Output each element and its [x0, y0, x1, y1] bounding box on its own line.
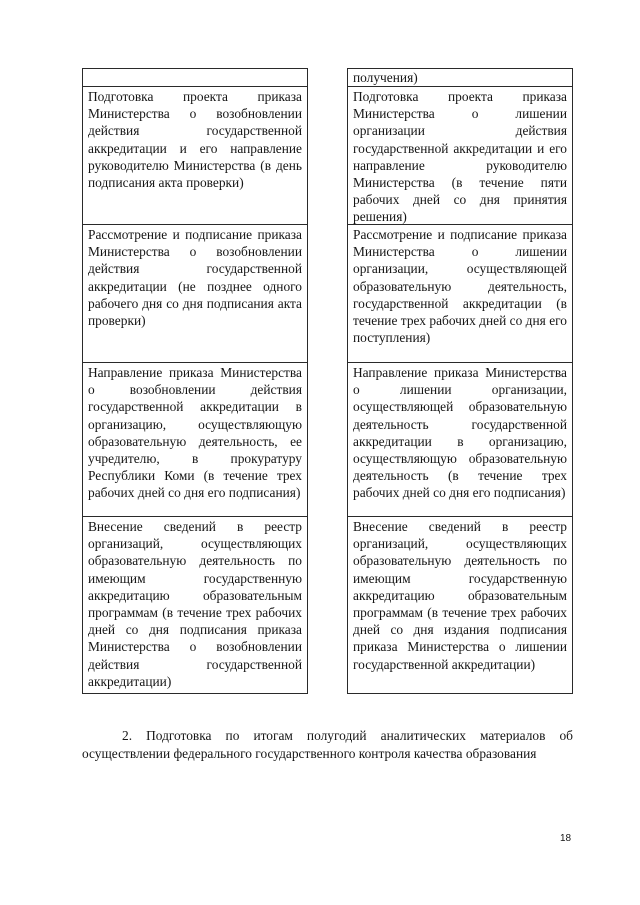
section-paragraph: 2. Подготовка по итогам полугодий аналитических материалов об осуществлении федерального государственного контроля качества образования — [82, 728, 573, 762]
page-number: 18 — [560, 833, 572, 844]
left-table-column — [82, 68, 308, 694]
right-cell-send-order: Направление приказа Министерства о лишении организации, осуществляющей образовательную деятельность государственной аккредитации в организацию, осуществляющую образовательную деятельность (в течение трех рабочих дней со дня его подписания) — [347, 362, 573, 517]
left-cell-sign-order: Рассмотрение и подписание приказа Министерства о возобновлении действия государственной аккредитации (не позднее одного рабочего дня со дня подписания акта проверки) — [82, 224, 308, 363]
right-cell-registry-entry: Внесение сведений в реестр организаций, осуществляющих образовательную деятельность по имеющим государственную аккредитацию образовательным программам (в течение трех рабочих дней со дня издания подписания приказа Министерства о лишении государственной аккредитации) — [347, 516, 573, 694]
right-table-column — [347, 68, 573, 694]
left-cell-prepare-order: Подготовка проекта приказа Министерства о возобновлении действия государственной аккредитации и его направление руководителю Министерства (в день подписания акта проверки) — [82, 86, 308, 225]
right-cell-sign-order: Рассмотрение и подписание приказа Министерства о лишении организации, осуществляющей образовательную деятельность, государственной аккредитации (в течение трех рабочих дней со дня его поступления) — [347, 224, 573, 363]
right-cell-continuation: получения) — [347, 68, 573, 87]
right-cell-prepare-order: Подготовка проекта приказа Министерства о лишении организации действия государственной аккредитации и его направление руководителю Министерства (в течение пяти рабочих дней со дня принятия решения) — [347, 86, 573, 225]
left-cell-send-order: Направление приказа Министерства о возобновлении действия государственной аккредитации в организацию, осуществляющую образовательную деятельность, ее учредителю, в прокуратуру Республики Коми (в течение трех рабочих дней со дня его подписания) — [82, 362, 308, 517]
left-cell-empty — [82, 68, 308, 87]
left-cell-registry-entry: Внесение сведений в реестр организаций, осуществляющих образовательную деятельность по имеющим государственную аккредитацию образовательным программам (в течение трех рабочих дней со дня подписания приказа Министерства о возобновлении действия государственной аккредитации) — [82, 516, 308, 694]
